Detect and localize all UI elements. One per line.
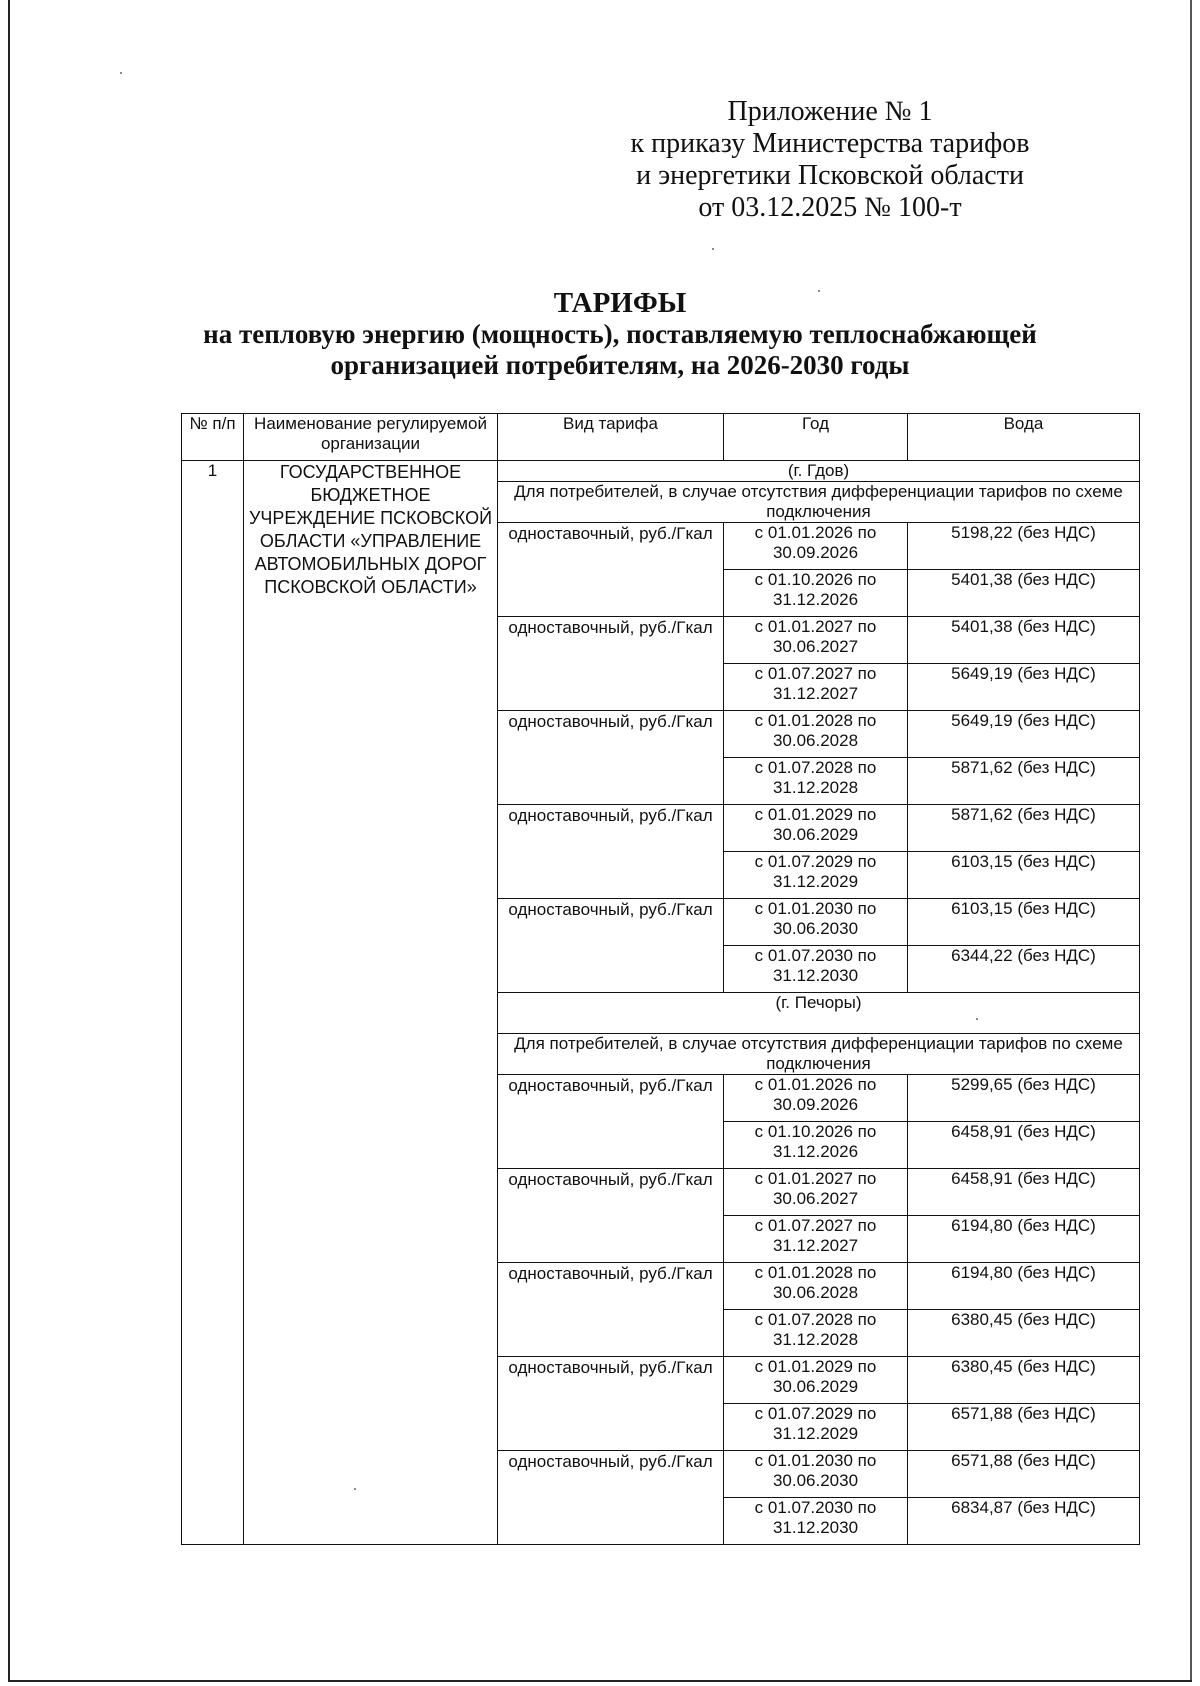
city-label: (г. Печоры) (498, 993, 1140, 1034)
period-cell: с 01.01.2027 по 30.06.2027 (724, 617, 908, 664)
tariff-type: одноставочный, руб./Гкал (498, 617, 724, 711)
period-cell: с 01.07.2028 по 31.12.2028 (724, 1310, 908, 1357)
water-value: 5299,65 (без НДС) (908, 1075, 1140, 1122)
tariff-type: одноставочный, руб./Гкал (498, 711, 724, 805)
scan-speck (120, 72, 122, 74)
header-water: Вода (908, 414, 1140, 461)
title-line: на тепловую энергию (мощность), поставляемую теплоснабжающей (203, 319, 1037, 349)
period-cell: с 01.07.2027 по 31.12.2027 (724, 664, 908, 711)
period-cell: с 01.01.2029 по 30.06.2029 (724, 1357, 908, 1404)
period-cell: с 01.01.2030 по 30.06.2030 (724, 899, 908, 946)
tariff-type: одноставочный, руб./Гкал (498, 805, 724, 899)
period-cell: с 01.01.2030 по 30.06.2030 (724, 1451, 908, 1498)
water-value: 5649,19 (без НДС) (908, 711, 1140, 758)
water-value: 5871,62 (без НДС) (908, 758, 1140, 805)
header-year: Год (724, 414, 908, 461)
period-cell: с 01.01.2027 по 30.06.2027 (724, 1169, 908, 1216)
period-cell: с 01.07.2027 по 31.12.2027 (724, 1216, 908, 1263)
tariff-type: одноставочный, руб./Гкал (498, 1169, 724, 1263)
scan-border-left (8, 0, 10, 1682)
document-title (160, 288, 1080, 381)
period-cell: с 01.07.2029 по 31.12.2029 (724, 1404, 908, 1451)
water-value: 6194,80 (без НДС) (908, 1263, 1140, 1310)
scan-speck (712, 248, 714, 250)
water-value: 6458,91 (без НДС) (908, 1169, 1140, 1216)
appendix-header (560, 96, 1100, 224)
period-cell: с 01.10.2026 по 31.12.2026 (724, 570, 908, 617)
water-value: 6103,15 (без НДС) (908, 899, 1140, 946)
water-value: 6344,22 (без НДС) (908, 946, 1140, 993)
period-cell: с 01.07.2030 по 31.12.2030 (724, 946, 908, 993)
water-value: 6834,87 (без НДС) (908, 1498, 1140, 1545)
period-cell: с 01.01.2028 по 30.06.2028 (724, 1263, 908, 1310)
scan-border-bottom (8, 1680, 1192, 1682)
appendix-line: Приложение № 1 (727, 96, 933, 127)
water-value: 5198,22 (без НДС) (908, 523, 1140, 570)
table-header-row (182, 414, 1140, 461)
row-number: 1 (182, 461, 244, 1545)
water-value: 6458,91 (без НДС) (908, 1122, 1140, 1169)
tariff-type: одноставочный, руб./Гкал (498, 1263, 724, 1357)
period-cell: с 01.07.2028 по 31.12.2028 (724, 758, 908, 805)
consumers-text: Для потребителей, в случае отсутствия дифференциации тарифов по схеме подключения (498, 1034, 1140, 1075)
water-value: 5401,38 (без НДС) (908, 570, 1140, 617)
city-row (182, 461, 1140, 482)
period-cell: с 01.07.2030 по 31.12.2030 (724, 1498, 908, 1545)
period-cell: с 01.01.2029 по 30.06.2029 (724, 805, 908, 852)
water-value: 5401,38 (без НДС) (908, 617, 1140, 664)
header-type: Вид тарифа (498, 414, 724, 461)
organization-name: ГОСУДАРСТВЕННОЕ БЮДЖЕТНОЕ УЧРЕЖДЕНИЕ ПСКОВСКОЙ ОБЛАСТИ «УПРАВЛЕНИЕ АВТОМОБИЛЬНЫХ ДОРОГ ПСКОВСКОЙ ОБЛАСТИ» (244, 461, 498, 1545)
water-value: 6571,88 (без НДС) (908, 1404, 1140, 1451)
tariff-type: одноставочный, руб./Гкал (498, 1357, 724, 1451)
period-cell: с 01.01.2026 по 30.09.2026 (724, 1075, 908, 1122)
period-cell: с 01.01.2028 по 30.06.2028 (724, 711, 908, 758)
water-value: 6103,15 (без НДС) (908, 852, 1140, 899)
appendix-line: к приказу Министерства тарифов (630, 128, 1030, 159)
water-value: 6571,88 (без НДС) (908, 1451, 1140, 1498)
tariff-type: одноставочный, руб./Гкал (498, 899, 724, 993)
water-value: 6380,45 (без НДС) (908, 1310, 1140, 1357)
title-line: организацией потребителям, на 2026-2030 годы (330, 350, 910, 380)
table-body (182, 461, 1140, 1545)
tariff-type: одноставочный, руб./Гкал (498, 1451, 724, 1545)
water-value: 6380,45 (без НДС) (908, 1357, 1140, 1404)
tariff-table (181, 413, 1140, 1545)
header-org: Наименование регулируемой организации (244, 414, 498, 461)
scan-border-right (1190, 0, 1192, 1682)
period-cell: с 01.07.2029 по 31.12.2029 (724, 852, 908, 899)
water-value: 6194,80 (без НДС) (908, 1216, 1140, 1263)
period-cell: с 01.10.2026 по 31.12.2026 (724, 1122, 908, 1169)
tariff-type: одноставочный, руб./Гкал (498, 523, 724, 617)
consumers-text: Для потребителей, в случае отсутствия дифференциации тарифов по схеме подключения (498, 482, 1140, 523)
city-label: (г. Гдов) (498, 461, 1140, 482)
title-main: ТАРИФЫ (553, 287, 687, 319)
appendix-line: и энергетики Псковской области (636, 160, 1024, 191)
appendix-line: от 03.12.2025 № 100-т (698, 192, 962, 223)
water-value: 5871,62 (без НДС) (908, 805, 1140, 852)
period-cell: с 01.01.2026 по 30.09.2026 (724, 523, 908, 570)
header-num: № п/п (182, 414, 244, 461)
tariff-type: одноставочный, руб./Гкал (498, 1075, 724, 1169)
water-value: 5649,19 (без НДС) (908, 664, 1140, 711)
